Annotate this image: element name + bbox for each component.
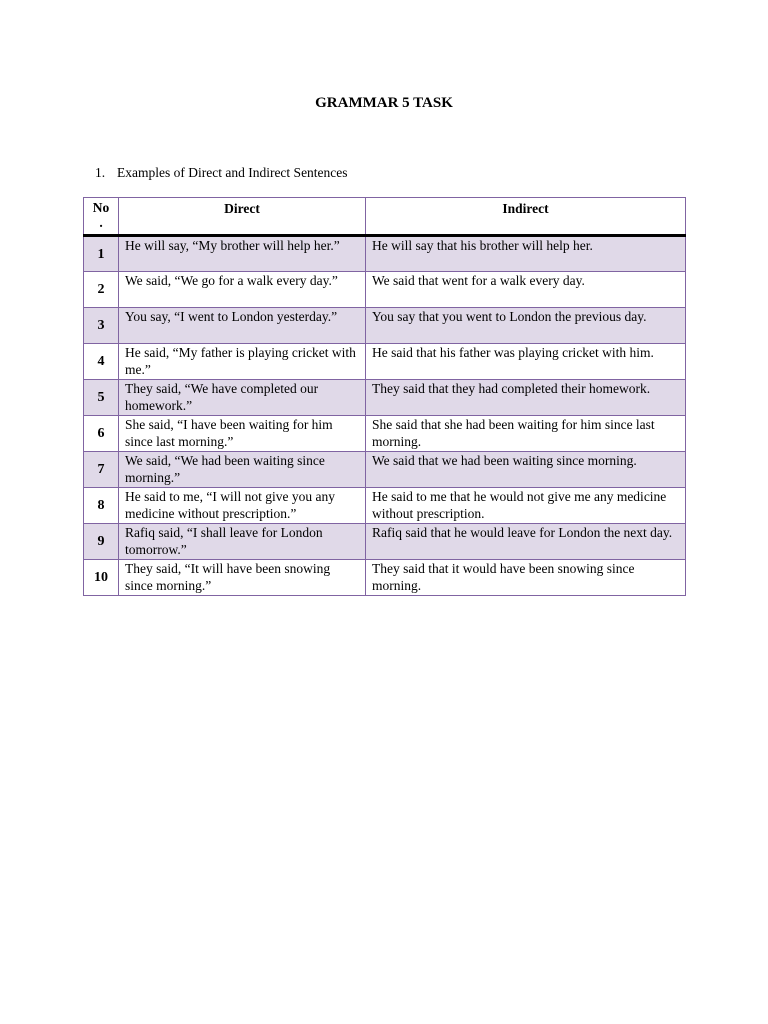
direct-cell: We said, “We go for a walk every day.” — [119, 272, 366, 308]
direct-cell: He said to me, “I will not give you any medicine without prescription.” — [119, 488, 366, 524]
indirect-cell: They said that they had completed their homework. — [366, 380, 686, 416]
table-row — [84, 344, 686, 380]
header-direct: Direct — [119, 198, 366, 236]
indirect-cell: He said that his father was playing cricket with him. — [366, 344, 686, 380]
sentences-table — [83, 197, 686, 596]
row-number: 5 — [84, 380, 119, 416]
indirect-cell: They said that it would have been snowing since morning. — [366, 560, 686, 596]
direct-cell: They said, “It will have been snowing since morning.” — [119, 560, 366, 596]
row-number: 4 — [84, 344, 119, 380]
header-indirect: Indirect — [366, 198, 686, 236]
section-number: 1. — [95, 165, 106, 180]
indirect-cell: We said that we had been waiting since morning. — [366, 452, 686, 488]
indirect-cell: We said that went for a walk every day. — [366, 272, 686, 308]
table-row — [84, 452, 686, 488]
table-row — [84, 380, 686, 416]
header-no-line1: No — [92, 200, 110, 215]
row-number: 2 — [84, 272, 119, 308]
row-number: 10 — [84, 560, 119, 596]
table-row — [84, 308, 686, 344]
document-title: GRAMMAR 5 TASK — [315, 95, 453, 111]
direct-cell: We said, “We had been waiting since morning.” — [119, 452, 366, 488]
header-no — [84, 198, 119, 236]
direct-cell: He will say, “My brother will help her.” — [119, 236, 366, 272]
direct-cell: Rafiq said, “I shall leave for London tomorrow.” — [119, 524, 366, 560]
direct-cell: You say, “I went to London yesterday.” — [119, 308, 366, 344]
section-heading-text: Examples of Direct and Indirect Sentences — [117, 165, 348, 180]
section-heading — [95, 165, 348, 181]
direct-cell: They said, “We have completed our homework.” — [119, 380, 366, 416]
direct-cell: He said, “My father is playing cricket with me.” — [119, 344, 366, 380]
row-number: 6 — [84, 416, 119, 452]
indirect-cell: He said to me that he would not give me any medicine without prescription. — [366, 488, 686, 524]
row-number: 9 — [84, 524, 119, 560]
table-row — [84, 560, 686, 596]
table-row — [84, 488, 686, 524]
table-row — [84, 272, 686, 308]
indirect-cell: Rafiq said that he would leave for London the next day. — [366, 524, 686, 560]
table-row — [84, 524, 686, 560]
table-row — [84, 236, 686, 272]
indirect-cell: He will say that his brother will help her. — [366, 236, 686, 272]
row-number: 1 — [84, 236, 119, 272]
table-row — [84, 416, 686, 452]
row-number: 8 — [84, 488, 119, 524]
direct-cell: She said, “I have been waiting for him since last morning.” — [119, 416, 366, 452]
table-header-row — [84, 198, 686, 236]
row-number: 7 — [84, 452, 119, 488]
indirect-cell: She said that she had been waiting for him since last morning. — [366, 416, 686, 452]
row-number: 3 — [84, 308, 119, 344]
indirect-cell: You say that you went to London the previous day. — [366, 308, 686, 344]
header-no-line2: . — [99, 215, 103, 230]
